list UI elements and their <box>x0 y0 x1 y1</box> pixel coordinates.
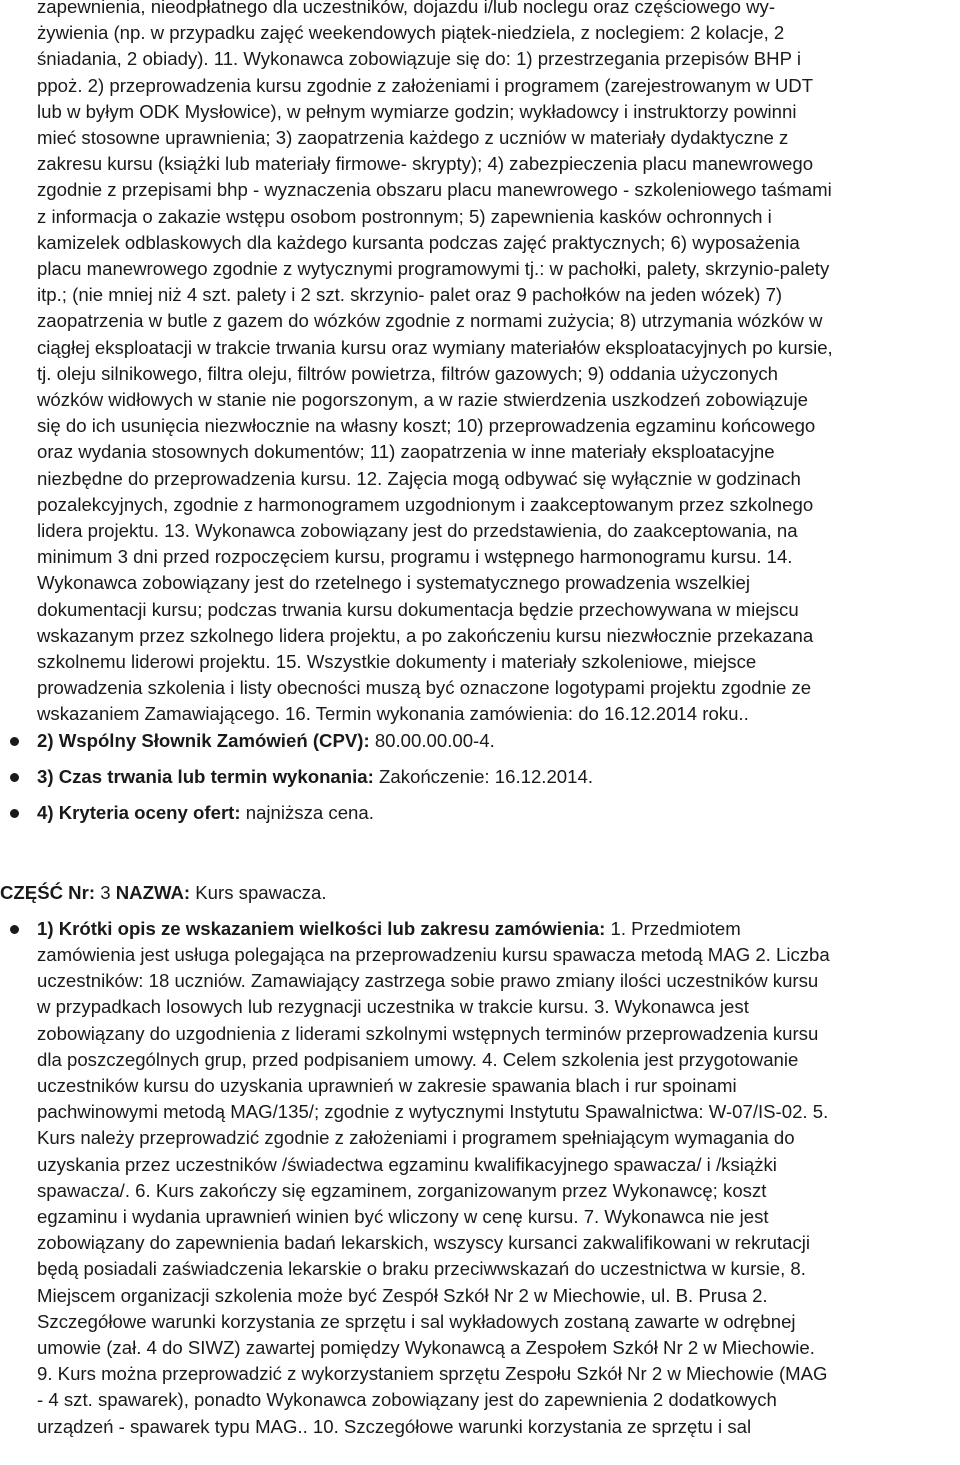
text-line: urządzeń - spawarek typu MAG.. 10. Szczegółowe warunki korzystania ze sprzętu i sal <box>37 1415 752 1437</box>
text-line: pozalekcyjnych, zgodnie z harmonogramem uzgodnionym i zaakceptowanym przez szkolnego <box>37 493 814 515</box>
part-2-description-continuation <box>37 0 955 728</box>
text-line: dla poszczególnych grup, przed podpisaniem umowy. 4. Celem szkolenia jest przygotowanie <box>37 1048 799 1070</box>
name-value: Kurs spawacza. <box>190 881 327 903</box>
text-line: żywienia (np. w przypadku zajęć weekendowych piątek-niedziela, z noclegiem: 2 kolacje, 2 <box>37 22 785 44</box>
bullet-icon <box>10 809 19 818</box>
text-line: - 4 szt. spawarek), ponadto Wykonawca zobowiązany jest do zapewnienia 2 dodatkowych <box>37 1389 777 1411</box>
text-line: dokumentacji kursu; podczas trwania kursu dokumentacja będzie przechowywana w miejscu <box>37 598 799 620</box>
text-line: Kurs należy przeprowadzić zgodnie z założeniami i programem spełniającym wymagania do <box>37 1127 795 1149</box>
deadline-value: Zakończenie: 16.12.2014. <box>373 765 593 787</box>
part-2-details-list <box>0 728 960 836</box>
bullet-icon <box>10 773 19 782</box>
text-line: kamizelek odblaskowych dla każdego kursanta podczas zajęć praktycznych; 6) wyposażenia <box>37 231 800 253</box>
text-line: egzaminu i wydania uprawnień winien być wliczony w cenę kursu. 7. Wykonawca nie jest <box>37 1205 769 1227</box>
text-line: zaopatrzenia w butle z gazem do wózków zgodnie z normami zużycia; 8) utrzymania wózków w <box>37 310 823 332</box>
deadline-item <box>0 764 960 800</box>
text-line: zobowiązany do zapewnienia badań lekarskich, wszyscy kursanci zakwalifikowani w rekrutacji <box>37 1232 811 1254</box>
text-line: wskazaniem Zamawiającego. 16. Termin wykonania zamówienia: do 16.12.2014 roku.. <box>37 703 749 725</box>
cpv-label: 2) Wspólny Słownik Zamówień (CPV): <box>37 729 370 751</box>
text-line: będą posiadali zaświadczenia lekarskie o braku przeciwwskazań do uczestnictwa w kursie, 8. <box>37 1258 806 1280</box>
part-3-description-item <box>0 916 960 1440</box>
criteria-item <box>0 800 960 836</box>
text-line: zgodnie z przepisami bhp - wyznaczenia obszaru placu manewrowego - szkoleniowego taśmami <box>37 179 832 201</box>
description-label: 1) Krótki opis ze wskazaniem wielkości lub zakresu zamówienia: <box>37 917 606 939</box>
text-line: zobowiązany do uzgodnienia z liderami szkolnymi wstępnych terminów przeprowadzenia kursu <box>37 1022 819 1044</box>
deadline-label: 3) Czas trwania lub termin wykonania: <box>37 765 374 787</box>
criteria-value: najniższa cena. <box>240 801 374 823</box>
text-line: śniadania, 2 obiady). 11. Wykonawca zobowiązuje się do: 1) przestrzegania przepisów BHP i <box>37 48 801 70</box>
text-line: ciągłej eksploatacji w trakcie trwania kursu oraz wymiany materiałów eksploatacyjnych po kursie, <box>37 336 833 358</box>
text-line: oraz wydania stosownych dokumentów; 11) zaopatrzenia w inne materiały eksploatacyjne <box>37 441 775 463</box>
text-line: prowadzenia szkolenia i listy obecności muszą być oznaczone logotypami projektu zgodnie ze <box>37 677 812 699</box>
text-line: mieć stosowne uprawnienia; 3) zaopatrzenia każdego z uczniów w materiały dydaktyczne z <box>37 127 789 149</box>
criteria-label: 4) Kryteria oceny ofert: <box>37 801 241 823</box>
text-line: szkolnemu liderowi projektu. 15. Wszystkie dokumenty i materiały szkoleniowe, miejsce <box>37 651 757 673</box>
name-label: NAZWA: <box>115 881 191 903</box>
bullet-icon <box>10 925 19 934</box>
text-line: Szczegółowe warunki korzystania ze sprzętu i sal wykładowych zostaną zawarte w odrębnej <box>37 1310 796 1332</box>
cpv-value: 80.00.00.00-4. <box>369 729 495 751</box>
text-line: umowie (zał. 4 do SIWZ) zawartej pomiędzy Wykonawcą a Zespołem Szkół Nr 2 w Miechowie. <box>37 1336 815 1358</box>
text-line: pachwinowymi metodą MAG/135/; zgodnie z wytycznymi Instytutu Spawalnictwa: W-07/IS-02. 5. <box>37 1101 829 1123</box>
text-line: się do ich usunięcia niezwłocznie na własny koszt; 10) przeprowadzenia egzaminu końcowego <box>37 415 816 437</box>
part-number: 3 <box>95 881 116 903</box>
text-line: zamówienia jest usługa polegająca na przeprowadzeniu kursu spawacza metodą MAG 2. Liczba <box>37 943 830 965</box>
text-line: zapewnienia, nieodpłatnego dla uczestników, dojazdu i/lub noclegu oraz częściowego wy- <box>37 0 776 17</box>
text-line: Miejscem organizacji szkolenia może być Zespół Szkół Nr 2 w Miechowie, ul. B. Prusa 2. <box>37 1284 768 1306</box>
text-line: minimum 3 dni przed rozpoczęciem kursu, programu i wstępnego harmonogramu kursu. 14. <box>37 546 793 568</box>
text-line: uczestników kursu do uzyskania uprawnień w zakresie spawania blach i rur spoinami <box>37 1074 737 1096</box>
text-line: zakresu kursu (książki lub materiały firmowe- skrypty); 4) zabezpieczenia placu manewrowego <box>37 153 814 175</box>
part-3-heading <box>0 880 960 916</box>
text-line: w przypadkach losowych lub rezygnacji uczestnika w trakcie kursu. 3. Wykonawca jest <box>37 996 749 1018</box>
text-line: spawacza/. 6. Kurs zakończy się egzaminem, zorganizowanym przez Wykonawcę; koszt <box>37 1179 767 1201</box>
part-3-details-list <box>0 916 960 1440</box>
cpv-item <box>0 728 960 764</box>
part-label: CZĘŚĆ Nr: <box>0 881 96 903</box>
text-line: 9. Kurs można przeprowadzić z wykorzystaniem sprzętu Zespołu Szkół Nr 2 w Miechowie (MAG <box>37 1363 828 1385</box>
text-line: z informacja o zakazie wstępu osobom postronnym; 5) zapewnienia kasków ochronnych i <box>37 205 772 227</box>
description-first-value: 1. Przedmiotem <box>605 917 741 939</box>
text-line: wózków widłowych w stanie nie pogorszonym, a w razie stwierdzenia uszkodzeń zobowiązuje <box>37 389 808 411</box>
text-line: tj. oleju silnikowego, filtra oleju, filtrów powietrza, filtrów gazowych; 9) oddania użyczonych <box>37 362 778 384</box>
bullet-icon <box>10 737 19 746</box>
text-line: wskazanym przez szkolnego lidera projektu, a po zakończeniu kursu niezwłocznie przekazana <box>37 624 814 646</box>
text-line: Wykonawca zobowiązany jest do rzetelnego i systematycznego prowadzenia wszelkiej <box>37 572 750 594</box>
text-line: placu manewrowego zgodnie z wytycznymi programowymi tj.: w pachołki, palety, skrzynio-palety <box>37 258 830 280</box>
text-line: uczestników: 18 uczniów. Zamawiający zastrzega sobie prawo zmiany ilości uczestników kursu <box>37 970 819 992</box>
text-line: ppoż. 2) przeprowadzenia kursu zgodnie z założeniami i programem (zarejestrowanym w UDT <box>37 74 814 96</box>
text-line: lub w byłym ODK Mysłowice), w pełnym wymiarze godzin; wykładowcy i instruktorzy powinni <box>37 100 797 122</box>
text-line: uzyskania przez uczestników /świadectwa egzaminu kwalifikacyjnego spawacza/ i /książki <box>37 1153 777 1175</box>
text-line: niezbędne do przeprowadzenia kursu. 12. Zajęcia mogą odbywać się wyłącznie w godzinach <box>37 467 801 489</box>
text-line: itp.; (nie mniej niż 4 szt. palety i 2 szt. skrzynio- palet oraz 9 pachołków na jeden wózek) 7) <box>37 284 783 306</box>
text-line: lidera projektu. 13. Wykonawca zobowiązany jest do przedstawienia, do zaakceptowania, na <box>37 520 798 542</box>
